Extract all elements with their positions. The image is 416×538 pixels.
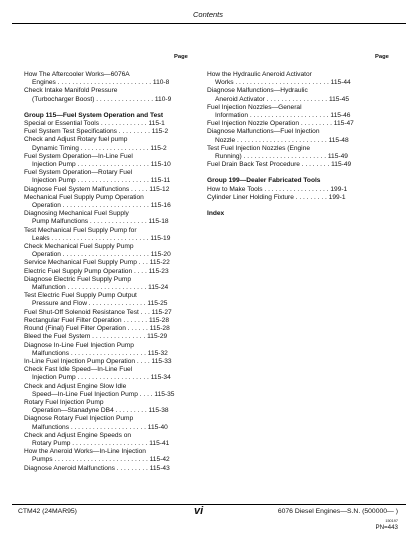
toc-group-heading: Group 115—Fuel System Operation and Test — [24, 111, 164, 119]
toc-entry-line: Malfunction . . . . . . . . . . . . . . . . . . . . . . 115-24 — [32, 284, 169, 292]
toc-entry-line: Check Intake Manifold Pressure — [24, 87, 118, 95]
toc-entry-line: Operation—Stanadyne DB4 . . . . . . . . . 115-38 — [32, 407, 169, 415]
toc-entry[interactable] — [24, 358, 204, 366]
toc-entry-line: Bleed the Fuel System . . . . . . . . . . . . . . . 115-29 — [24, 333, 168, 341]
toc-entry-line: Fuel System Operation—In-Line Fuel — [24, 152, 133, 160]
toc-entry[interactable] — [24, 432, 204, 448]
toc-entry[interactable] — [24, 210, 204, 226]
toc-entry[interactable] — [24, 153, 204, 169]
toc-entry-line: Rotary Pump . . . . . . . . . . . . . . . . . . . . . 115-41 — [32, 439, 170, 447]
header-rule — [12, 23, 406, 24]
toc-entry[interactable] — [24, 342, 204, 358]
toc-entry-line: Fuel System Operation—Rotary Fuel — [24, 169, 133, 177]
toc-entry[interactable] — [24, 333, 204, 341]
toc-entry[interactable] — [207, 194, 389, 202]
toc-entry[interactable] — [24, 465, 204, 473]
toc-entry-line: Mechanical Fuel Supply Pump Operation — [24, 193, 144, 201]
toc-entry-line: Pumps . . . . . . . . . . . . . . . . . . . . . . . . . . 115-42 — [32, 456, 170, 464]
toc-entry-line: Injection Pump . . . . . . . . . . . . . . . . . . . . 115-34 — [32, 374, 171, 382]
toc-entry-line: Works . . . . . . . . . . . . . . . . . . . . . . . . . . 115-44 — [215, 79, 351, 87]
toc-entry[interactable] — [207, 161, 389, 169]
toc-entry-line: Aneroid Activator . . . . . . . . . . . . . . . . . 115-45 — [215, 95, 350, 103]
toc-entry-line: Speed—In-Line Fuel Injection Pump . . . . 115-35 — [32, 390, 175, 398]
toc-entry-line: Check and Adjust Rotary fuel pump — [24, 136, 128, 144]
section-gap — [207, 202, 389, 208]
footer-engine-title: 6076 Diesel Engines—S.N. (500000— ) — [277, 508, 398, 515]
toc-entry[interactable] — [24, 276, 204, 292]
toc-entry-line: How the Hydraulic Aneroid Activator — [207, 71, 312, 78]
toc-entry[interactable] — [24, 243, 204, 259]
toc-entry[interactable] — [24, 71, 204, 87]
toc-entry[interactable] — [24, 136, 204, 152]
toc-entry-line: How the Aneroid Works—In-Line Injection — [24, 448, 146, 456]
toc-entry[interactable] — [207, 128, 389, 144]
toc-entry-line: (Turbocharger Boost) . . . . . . . . . . . . . . . . 110-9 — [32, 95, 172, 103]
footer-manual-id: CTM42 (24MAR95) — [18, 508, 77, 515]
toc-entry-line: How The Aftercooler Works—6076A — [24, 71, 130, 78]
section-gap — [24, 104, 204, 110]
toc-entry-line: Diagnose Fuel System Malfunctions . . . . . 115-12 — [24, 185, 170, 193]
toc-entry-line: Test Fuel Injection Nozzles (Engine — [207, 144, 310, 152]
toc-entry-line: Cylinder Liner Holding Fixture . . . . . . . . . 199-1 — [207, 193, 346, 201]
left-page-column-label: Page — [174, 54, 188, 60]
toc-entry-line: Fuel Drain Back Test Procedure . . . . . . . . 115-49 — [207, 161, 352, 169]
toc-entry[interactable] — [207, 104, 389, 120]
toc-entry-line: Test Electric Fuel Supply Pump Output — [24, 292, 137, 300]
toc-entry-line: Check and Adjust Engine Slow Idle — [24, 382, 127, 390]
toc-entry-line: Pump Malfunctions . . . . . . . . . . . . . . . . 115-18 — [32, 218, 169, 226]
toc-entry[interactable] — [24, 87, 204, 103]
toc-entry[interactable] — [24, 227, 204, 243]
toc-entry[interactable] — [207, 145, 389, 161]
toc-entry-line: Round (Final) Fuel Filter Operation . . . . . . 115-28 — [24, 325, 170, 333]
toc-entry-line: Special or Essential Tools . . . . . . . . . . . . . 115-1 — [24, 120, 165, 128]
section-gap — [207, 169, 389, 175]
toc-entry-line: Check Fast Idle Speed—In-Line Fuel — [24, 366, 133, 374]
toc-entry[interactable] — [207, 186, 389, 194]
toc-group-heading: Index — [207, 210, 225, 218]
toc-entry-line: Diagnose Electric Fuel Supply Pump — [24, 275, 132, 283]
toc-entry[interactable] — [24, 448, 204, 464]
toc-entry-line: Injection Pump . . . . . . . . . . . . . . . . . . . . 115-11 — [32, 177, 171, 185]
toc-entry-line: Diagnose Malfunctions—Hydraulic — [207, 87, 308, 95]
toc-entry-line: Information . . . . . . . . . . . . . . . . . . . . . . 115-46 — [215, 112, 351, 120]
toc-entry-line: Rotary Fuel Injection Pump — [24, 398, 104, 406]
toc-entry[interactable] — [24, 128, 204, 136]
toc-entry-line: Malfunctions . . . . . . . . . . . . . . . . . . . . . 115-32 — [32, 349, 168, 357]
toc-entry[interactable] — [24, 383, 204, 399]
footer-date-code: 150197 — [385, 519, 398, 523]
footer-pn: PN=443 — [375, 524, 398, 531]
toc-entry-line: Fuel Injection Nozzle Operation . . . . . . . . . 115-47 — [207, 120, 354, 128]
toc-entry-line: Rectangular Fuel Filter Operation . . . . . . . 115-28 — [24, 316, 170, 324]
toc-entry-line: Service Mechanical Fuel Supply Pump . . . 115-22 — [24, 259, 170, 267]
toc-entry-line: Leaks . . . . . . . . . . . . . . . . . . . . . . . . . . . 115-19 — [32, 234, 171, 242]
toc-entry-line: Malfunctions . . . . . . . . . . . . . . . . . . . . . 115-40 — [32, 423, 168, 431]
toc-entry-line: Diagnosing Mechanical Fuel Supply — [24, 210, 129, 218]
toc-entry[interactable] — [24, 259, 204, 267]
toc-entry-line: Electric Fuel Supply Pump Operation . . . . 115-23 — [24, 267, 169, 275]
toc-entry[interactable] — [24, 120, 204, 128]
toc-entry-line: Test Mechanical Fuel Supply Pump for — [24, 226, 137, 234]
toc-entry[interactable] — [24, 399, 204, 415]
toc-entry-line: Operation . . . . . . . . . . . . . . . . . . . . . . . . 115-16 — [32, 202, 171, 210]
toc-entry-line: Operation . . . . . . . . . . . . . . . . . . . . . . . . 115-20 — [32, 251, 171, 259]
toc-entry-line: Diagnose Rotary Fuel Injection Pump — [24, 415, 134, 423]
toc-entry[interactable] — [24, 317, 204, 325]
toc-entry-line: Fuel Shut-Off Solenoid Resistance Test . . . 115-27 — [24, 308, 172, 316]
toc-entry-line: Diagnose In-Line Fuel Injection Pump — [24, 341, 134, 349]
toc-entry-line: Nozzle . . . . . . . . . . . . . . . . . . . . . . . . . 115-48 — [215, 136, 349, 144]
toc-right-column — [207, 71, 389, 218]
toc-entry[interactable] — [24, 186, 204, 194]
toc-entry[interactable] — [207, 87, 389, 103]
toc-entry-line: Diagnose Aneroid Malfunctions . . . . . . . . . 115-43 — [24, 464, 170, 472]
toc-entry-line: In-Line Fuel Injection Pump Operation . . . . 115-33 — [24, 357, 172, 365]
toc-entry[interactable] — [207, 120, 389, 128]
right-page-column-label: Page — [375, 54, 389, 60]
toc-entry-line: Running) . . . . . . . . . . . . . . . . . . . . . . . 115-49 — [215, 153, 348, 161]
toc-entry[interactable] — [24, 325, 204, 333]
toc-entry[interactable] — [24, 194, 204, 210]
toc-entry-line: Injection Pump . . . . . . . . . . . . . . . . . . . . 115-10 — [32, 161, 171, 169]
toc-entry-line: Check Mechanical Fuel Supply Pump — [24, 243, 134, 251]
page-header-title: Contents — [192, 10, 224, 19]
toc-entry[interactable] — [24, 169, 204, 185]
toc-entry-line: Engines . . . . . . . . . . . . . . . . . . . . . . . . . . 110-8 — [32, 79, 170, 87]
toc-entry[interactable] — [207, 71, 389, 87]
toc-entry-line: Fuel Injection Nozzles—General — [207, 103, 302, 111]
toc-entry-line: How to Make Tools . . . . . . . . . . . . . . . . . . 199-1 — [207, 185, 348, 193]
toc-entry[interactable] — [24, 309, 204, 317]
footer-page-number: vi — [194, 505, 204, 517]
toc-entry[interactable] — [24, 366, 204, 382]
toc-entry-line: Fuel System Test Specifications . . . . . . . . . 115-2 — [24, 128, 169, 136]
toc-entry[interactable] — [24, 415, 204, 431]
toc-group-heading: Group 199—Dealer Fabricated Tools — [207, 177, 321, 185]
toc-entry-line: Diagnose Malfunctions—Fuel Injection — [207, 128, 320, 136]
toc-entry[interactable] — [24, 268, 204, 276]
toc-left-column — [24, 71, 204, 473]
toc-entry[interactable] — [24, 292, 204, 308]
toc-entry-line: Pressure and Flow . . . . . . . . . . . . . . . . 115-25 — [32, 300, 168, 308]
toc-entry-line: Check and Adjust Engine Speeds on — [24, 431, 132, 439]
toc-entry-line: Dynamic Timing . . . . . . . . . . . . . . . . . . . 115-2 — [32, 144, 167, 152]
footer-rule — [12, 504, 406, 505]
